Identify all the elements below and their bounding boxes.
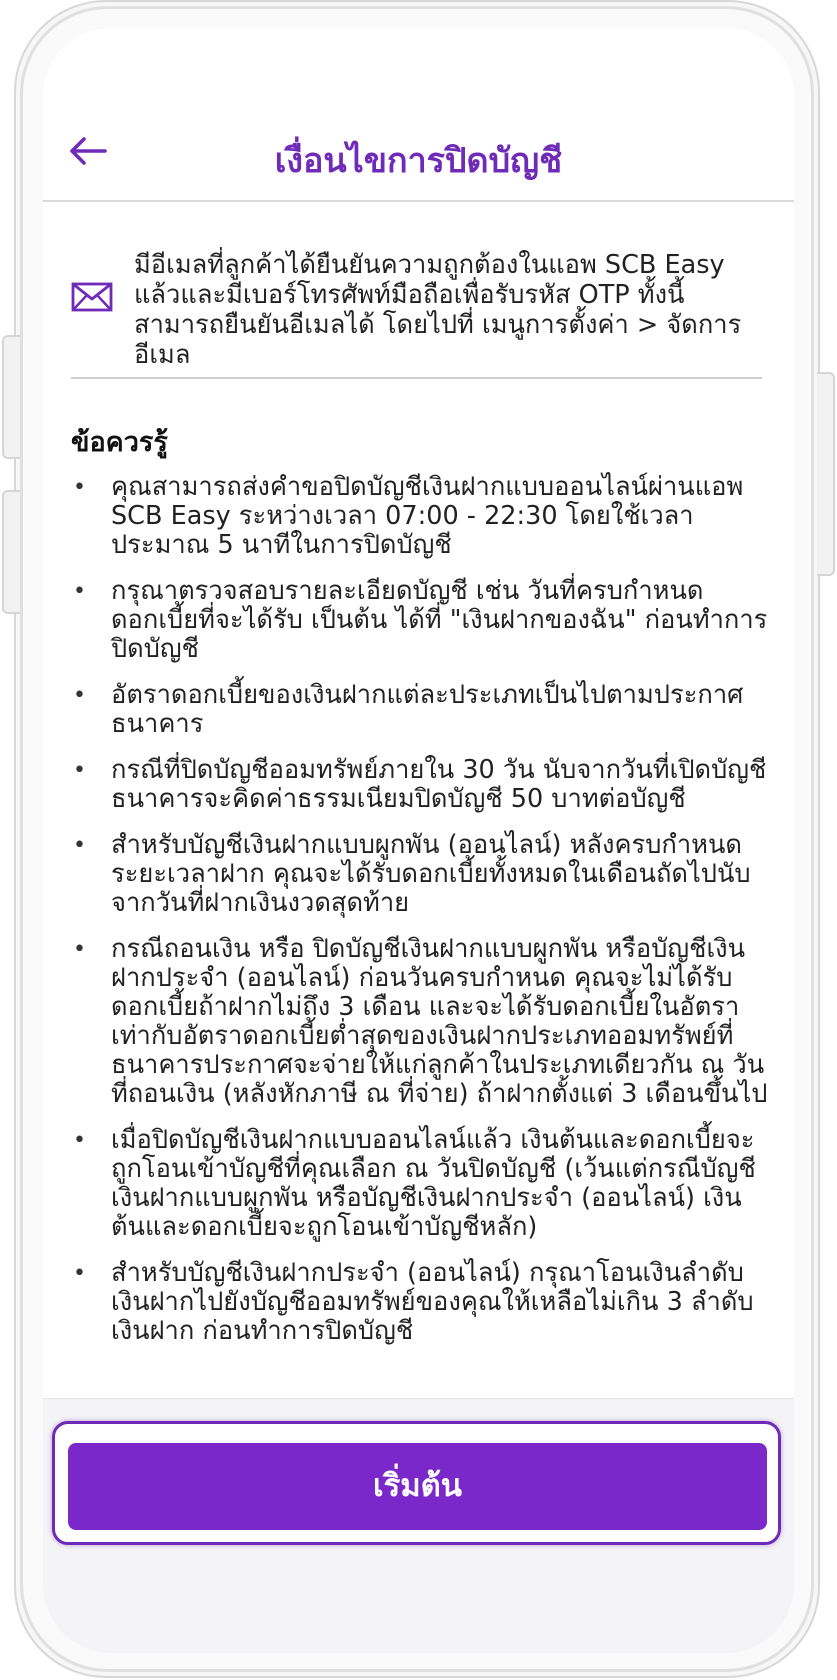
email-notice: [71, 250, 766, 370]
info-item: • อัตราดอกเบี้ยของเงินฝากแต่ละประเภทเป็นไปตามประกาศธนาคาร: [71, 681, 771, 739]
device-power-button: [817, 372, 835, 576]
info-item: • กรณีถอนเงิน หรือ ปิดบัญชีเงินฝากแบบผูกพัน หรือบัญชีเงินฝากประจำ (ออนไลน์) ก่อนวันครบกำหนด คุณจะไม่ได้รับดอกเบี้ยถ้าฝากไม่ถึง 3 เดือน และจะได้รับดอกเบี้ยในอัตราเท่ากับอัตราดอกเบี้ยต่ำสุดของเงินฝากประเภทออมทรัพย์ที่ธนาคารประกาศจะจ่ายให้แก่ลูกค้าในประเภทเดียวกัน ณ วันที่ถอนเงิน (หลังหักภาษี ณ ที่จ่าย) ถ้าฝากตั้งแต่ 3 เดือนขึ้นไป: [71, 935, 771, 1109]
info-item: • สำหรับบัญชีเงินฝากแบบผูกพัน (ออนไลน์) หลังครบกำหนดระยะเวลาฝาก คุณจะได้รับดอกเบี้ยทั้งหมดในเดือนถัดไปนับจากวันที่ฝากเงินงวดสุดท้าย: [71, 831, 771, 918]
info-list: [71, 473, 771, 1346]
page-title: เงื่อนไขการปิดบัญชี: [274, 141, 563, 181]
envelope-icon: [71, 282, 113, 312]
divider: [71, 377, 762, 379]
header-bar: [43, 28, 794, 202]
app-screen: [43, 28, 794, 1653]
device-volume-down-button: [2, 490, 20, 614]
info-item: • เมื่อปิดบัญชีเงินฝากแบบออนไลน์แล้ว เงินต้นและดอกเบี้ยจะถูกโอนเข้าบัญชีที่คุณเลือก ณ วันปิดบัญชี (เว้นแต่กรณีบัญชีเงินฝากแบบผูกพัน หรือบัญชีเงินฝากประจำ (ออนไลน์) เงินต้นและดอกเบี้ยจะถูกโอนเข้าบัญชีหลัก): [71, 1126, 771, 1242]
device-volume-up-button: [2, 335, 20, 459]
info-section-title: ข้อควรรู้: [71, 427, 168, 458]
info-item: • กรุณาตรวจสอบรายละเอียดบัญชี เช่น วันที่ครบกำหนด ดอกเบี้ยที่จะได้รับ เป็นต้น ได้ที่ "เงินฝากของฉัน" ก่อนทำการปิดบัญชี: [71, 577, 771, 664]
start-button[interactable]: เริ่มต้น: [68, 1443, 767, 1530]
email-notice-text: มีอีเมลที่ลูกค้าได้ยืนยันความถูกต้องในแอพ SCB Easy แล้วและมีเบอร์โทรศัพท์มือถือเพื่อรับรหัส OTP ทั้งนี้สามารถยืนยันอีเมลได้ โดยไปที่ เมนูการตั้งค่า > จัดการอีเมล: [134, 250, 742, 370]
info-item: • สำหรับบัญชีเงินฝากประจำ (ออนไลน์) กรุณาโอนเงินลำดับเงินฝากไปยังบัญชีออมทรัพย์ของคุณให้เหลือไม่เกิน 3 ลำดับเงินฝาก ก่อนทำการปิดบัญชี: [71, 1259, 771, 1346]
info-item: • กรณีที่ปิดบัญชีออมทรัพย์ภายใน 30 วัน นับจากวันที่เปิดบัญชี ธนาคารจะคิดค่าธรรมเนียมปิดบัญชี 50 บาทต่อบัญชี: [71, 756, 771, 814]
info-item: • คุณสามารถส่งคำขอปิดบัญชีเงินฝากแบบออนไลน์ผ่านแอพ SCB Easy ระหว่างเวลา 07:00 - 22:30 โดยใช้เวลาประมาณ 5 นาทีในการปิดบัญชี: [71, 473, 771, 560]
